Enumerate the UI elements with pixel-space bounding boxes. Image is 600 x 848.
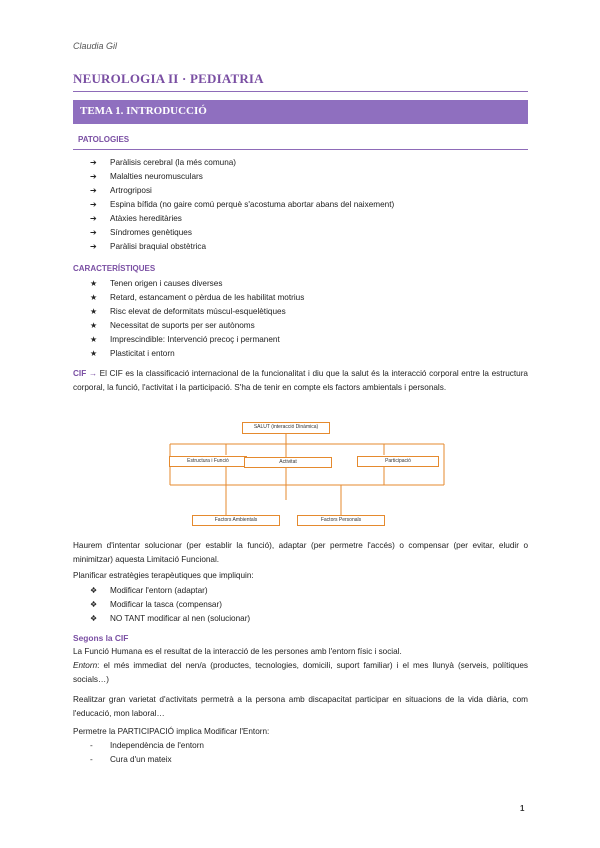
list-item: ➔ Artrogriposi <box>90 186 152 195</box>
dash-icon: - <box>90 755 93 764</box>
list-item: ❖ Modificar l'entorn (adaptar) <box>90 586 208 595</box>
list-item: ★ Risc elevat de deformitats múscul-esquelètiques <box>90 307 286 316</box>
diagram-node: Participació <box>357 456 439 467</box>
star-icon: ★ <box>90 349 98 358</box>
author-name: Claudia Gil <box>73 41 118 51</box>
list-item: ★ Tenen origen i causes diverses <box>90 279 223 288</box>
list-item: ➔ Malalties neuromusculars <box>90 172 203 181</box>
arrow-icon: ➔ <box>90 200 97 209</box>
cif-paragraph: CIF → El CIF es la classificació internacional de la funcionalitat i diu que la salut és la interacció corporal entre la estructura corporal, la funció, l'activitat i la participació. S'ha de tenir en compte els factors ambientals i personals. <box>73 369 528 392</box>
funcio-humana-line: La Funció Humana es el resultat de la interacció de les persones amb l'entorn físic i social. <box>73 647 402 656</box>
arrow-icon: ➔ <box>90 158 97 167</box>
page-number: 1 <box>520 804 525 813</box>
star-icon: ★ <box>90 307 98 316</box>
star-icon: ★ <box>90 335 98 344</box>
entorn-paragraph: Entorn: el més immediat del nen/a (productes, tecnologies, domicili, suport familiar) i el mes llunyà (serveis, polítiques socials…) <box>73 661 528 684</box>
segons-heading: Segons la CIF <box>73 633 129 643</box>
tema-title: TEMA 1. INTRODUCCIÓ <box>80 105 207 117</box>
diagram-node: Factors Ambientals <box>192 515 280 526</box>
arrow-icon: ➔ <box>90 228 97 237</box>
dash-icon: - <box>90 741 93 750</box>
list-item: ★ Retard, estancament o pèrdua de les habilitat motrius <box>90 293 305 302</box>
list-item: ★ Imprescindible: Intervenció precoç i permanent <box>90 335 280 344</box>
list-item: ➔ Espina bífida (no gaire comú perquè s'acostuma abortar abans del naixement) <box>90 200 395 209</box>
list-item: ➔ Síndromes genètiques <box>90 228 192 237</box>
diagram-node: Estructura i Funció <box>169 456 247 467</box>
participacio-line: Permetre la PARTICIPACIÓ implica Modificar l'Entorn: <box>73 727 270 736</box>
arrow-icon: ➔ <box>90 172 97 181</box>
document-title: NEUROLOGIA II · PEDIATRIA <box>73 71 264 86</box>
entorn-label: Entorn <box>73 661 98 670</box>
activitats-paragraph: Realitzar gran varietat d'activitats permetrà a la persona amb discapacitat participar en situacions de la vida diària, com l'educació, mon laboral… <box>73 695 528 718</box>
list-item: ❖ Modificar la tasca (compensar) <box>90 600 222 609</box>
list-item: ➔ Paràlisi braquial obstètrica <box>90 242 207 251</box>
list-item: ➔ Atàxies hereditàries <box>90 214 182 223</box>
diagram-node: Factors Personals <box>297 515 385 526</box>
list-item: ★ Plasticitat i entorn <box>90 349 175 358</box>
diamond-icon: ❖ <box>90 600 98 609</box>
star-icon: ★ <box>90 321 98 330</box>
list-item: ❖ NO TANT modificar al nen (solucionar) <box>90 614 251 623</box>
title-divider <box>73 91 528 92</box>
star-icon: ★ <box>90 293 98 302</box>
cif-label: CIF <box>73 369 87 378</box>
arrow-icon: ➔ <box>90 214 97 223</box>
caracteristiques-heading: CARACTERÍSTIQUES <box>73 264 156 273</box>
list-item: ★ Necessitat de suports per ser autònoms <box>90 321 255 330</box>
diamond-icon: ❖ <box>90 614 98 623</box>
patologies-heading: PATOLOGIES <box>78 135 130 144</box>
intervention-paragraph: Haurem d'intentar solucionar (per establir la funció), adaptar (per permetre l'accés) o compensar (per evitar, eludir o minimitzar) aquesta Limitació Funcional. <box>73 541 528 564</box>
section-divider <box>73 149 528 150</box>
star-icon: ★ <box>90 279 98 288</box>
list-item: ➔ Paràlisis cerebral (la més comuna) <box>90 158 237 167</box>
diagram-node: Activitat <box>244 457 332 468</box>
diagram-root-node: SALUT (interacció Dinàmica) <box>242 422 330 434</box>
arrow-icon: ➔ <box>90 242 97 251</box>
arrow-icon: ➔ <box>90 186 97 195</box>
strategies-intro: Planificar estratègies terapèutiques que impliquin: <box>73 571 254 580</box>
list-item: - Independència de l'entorn <box>90 741 204 750</box>
arrow-icon: → <box>88 369 98 378</box>
diamond-icon: ❖ <box>90 586 98 595</box>
list-item: - Cura d'un mateix <box>90 755 172 764</box>
